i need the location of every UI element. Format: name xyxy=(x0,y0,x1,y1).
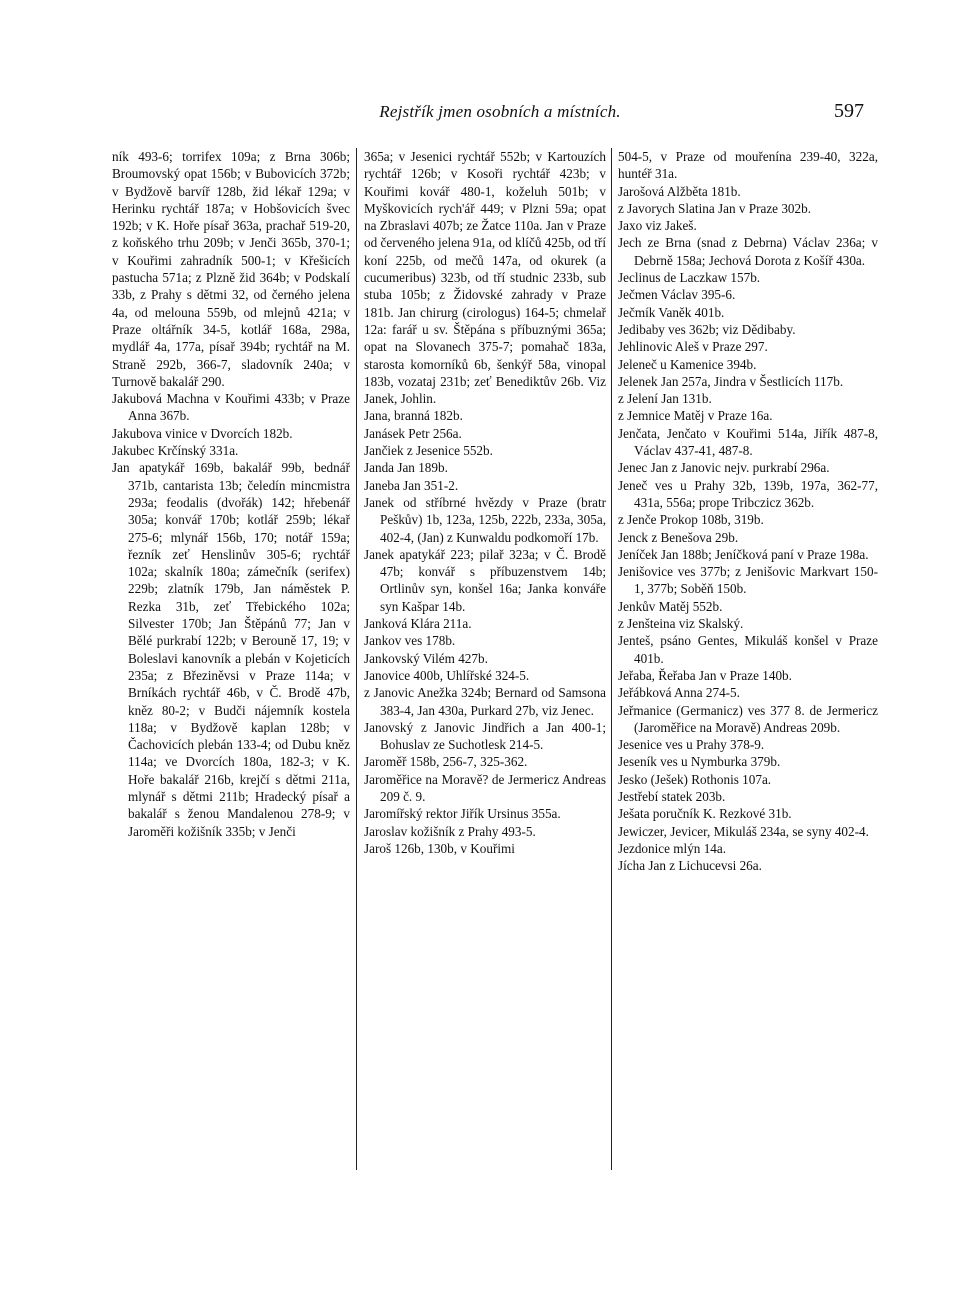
index-entry: ník 493-6; torrifex 109a; z Brna 306b; Broumovský opat 156b; v Bubovicích 372b; v Bydžově barvíř 128b, žid lékař 129a; v Herinku rychtář 187a; v Hobšovicích švec 192b; v K. Hoře písař 363a, prachař 519-20, z koňského trhu 209b; v Jenči 365b, 370-1; v Kouřimi zahradník 500-1; v Křešicích pastucha 571a; z Plzně žid 364b; v Podskalí 33b, z Prahy s dětmi 32, od černého jelena 4a, od melouna 559b, od mlejnů 421a; v Praze oltářník 34-5, kotlář 168a, 298a, mydlář 4a, 177a, písař 394b; rychtář na M. Straně 292b, 366-7, sladovník 240a; v Turnově bakalář 290. xyxy=(112,149,350,389)
index-entry: Janeba Jan 351-2. xyxy=(364,477,459,493)
index-entry: z Janovic Anežka 324b; Bernard od Samsona 383-4, Jan 430a, Purkard 27b, viz Jenec. xyxy=(364,685,606,718)
index-entry: z Jemnice Matěj v Praze 16a. xyxy=(618,408,773,424)
index-entry: Jewiczer, Jevicer, Mikuláš 234a, se syny 402-4. xyxy=(618,823,869,839)
index-entry: Jícha Jan z Lichucevsi 26a. xyxy=(618,858,762,874)
column-divider xyxy=(611,148,612,1170)
index-entry: Jana, branná 182b. xyxy=(364,408,463,424)
index-entry: Jaroměřice na Moravě? de Jermericz Andreas 209 č. 9. xyxy=(364,771,606,804)
index-entry: Jeseník ves u Nymburka 379b. xyxy=(618,754,781,770)
index-entry: Jehlinovic Aleš v Praze 297. xyxy=(618,339,768,355)
index-entry: Janda Jan 189b. xyxy=(364,460,448,476)
index-entry: Jančiek z Jesenice 552b. xyxy=(364,443,493,459)
index-entry: Jenteš, psáno Gentes, Mikuláš konšel v Praze 401b. xyxy=(618,633,878,666)
index-entry: Jeníček Jan 188b; Jeníčková paní v Praze 198a. xyxy=(618,546,869,562)
index-entry: Jankovský Vilém 427b. xyxy=(364,650,488,666)
index-entry: Jarošová Alžběta 181b. xyxy=(618,183,741,199)
index-entry: Janková Klára 211a. xyxy=(364,616,472,632)
index-entry: Jaroš 126b, 130b, v Kouřimi xyxy=(364,840,515,856)
index-entry: Jenišovice ves 377b; z Jenišovic Markvart 150-1, 377b; Soběň 150b. xyxy=(618,564,878,597)
index-entry: Jakubec Krčínský 331a. xyxy=(112,443,239,459)
index-entry: Jedibaby ves 362b; viz Dědibaby. xyxy=(618,321,796,337)
index-entry: Jeřmanice (Germanicz) ves 377 8. de Jermericz (Jaroměřice na Moravě) Andreas 209b. xyxy=(618,702,878,735)
index-entry: Jenkův Matěj 552b. xyxy=(618,598,723,614)
running-title: Rejstřík jmen osobních a místních. xyxy=(379,102,621,121)
index-entry: z Javorych Slatina Jan v Praze 302b. xyxy=(618,200,811,216)
index-column-2 xyxy=(364,148,606,1168)
index-entry: Jeřaba, Řeřaba Jan v Praze 140b. xyxy=(618,667,792,683)
index-entry: Jankov ves 178b. xyxy=(364,633,456,649)
index-entry: Jenec Jan z Janovic nejv. purkrabí 296a. xyxy=(618,460,830,476)
index-entry: Jakubová Machna v Kouřimi 433b; v Praze Anna 367b. xyxy=(112,391,350,424)
index-entry: Jeclinus de Laczkaw 157b. xyxy=(618,270,761,286)
column-divider xyxy=(356,148,357,1170)
index-entry: Jeleneč u Kamenice 394b. xyxy=(618,356,757,372)
index-entry: Jesenice ves u Prahy 378-9. xyxy=(618,737,765,753)
page-header xyxy=(110,100,890,130)
index-entry: Janek od stříbrné hvězdy v Praze (bratr Peškův) 1b, 123a, 125b, 222b, 233a, 305a, 402-4, (Jan) z Kunwaldu podkomoří 17b. xyxy=(364,494,606,545)
index-entry: Janásek Petr 256a. xyxy=(364,425,462,441)
index-column-1 xyxy=(112,148,350,1168)
index-entry: Jan apatykář 169b, bakalář 99b, bednář 371b, cantarista 13b; čeledín mincmistra 293a; feodalis (dvořák) 142; hřebenář 305a; konvář 170b; kotlář 259b; lékař 275-6; mlynář 156b, 170; notář 159a; řezník zeť Henslinův 305-6; rychtář 102a; skalník 180a; zámečník (serifex) 229b; zlatník 179b, Jan náměstek P. Rezka 31b, zeť Třebického 102a; Silvester 170b; Jan Štěpánů 77; Jan v Bělé purkrabí 122b; v Berouně 17, 19; v Boleslavi kanovník a plebán v Kojeticích 235a; z Březiněvsi v Praze 114a; v Brníkách rychtář 46b, v Č. Brodě 47b, kněz 80-2; v Budči nájemník kostela 118a; v Bydžově kaplan 128b; v Čachovicích plebán 133-4; od Dubu kněz 114a; ve Dvorcích 180a, 182-3; v K. Hoře bakalář 216b, krejčí s dětmi 211a, mlynář s dětmi 211b; Hradecký písař a bakalář s ženou Mandalenou 278-9; v Jaroměři kožišník 335b; v Jenči xyxy=(112,460,350,839)
index-entry: Jenčata, Jenčato v Kouřimi 514a, Jiřík 487-8, Václav 437-41, 487-8. xyxy=(618,425,878,459)
index-entry: z Jenče Prokop 108b, 319b. xyxy=(618,512,764,528)
index-entry: Janovice 400b, Uhlířské 324-5. xyxy=(364,667,530,683)
index-entry: Ječmík Vaněk 401b. xyxy=(618,304,725,320)
index-entry: Jestřebí statek 203b. xyxy=(618,788,726,804)
index-entry: Jelenek Jan 257a, Jindra v Šestlicích 117b. xyxy=(618,373,844,389)
index-entry: Jeřábková Anna 274-5. xyxy=(618,685,740,701)
index-entry: Jaromířský rektor Jiřík Ursinus 355a. xyxy=(364,806,561,822)
index-entry: Janovský z Janovic Jindřich a Jan 400-1; Bohuslav ze Suchotlesk 214-5. xyxy=(364,719,606,753)
index-entry: Ječmen Václav 395-6. xyxy=(618,287,736,303)
page-number: 597 xyxy=(834,100,864,122)
index-entry: Ješata poručník K. Rezkové 31b. xyxy=(618,806,792,822)
index-columns xyxy=(112,148,878,1168)
index-entry: Jaroslav kožišník z Prahy 493-5. xyxy=(364,823,536,839)
index-entry: Jakubova vinice v Dvorcích 182b. xyxy=(112,425,293,441)
index-entry: Jeneč ves u Prahy 32b, 139b, 197a, 362-77, 431a, 556a; prope Tribczicz 362b. xyxy=(618,477,878,510)
index-entry: Jech ze Brna (snad z Debrna) Václav 236a; v Debrně 158a; Jechová Dorota z Košíř 430a. xyxy=(618,235,878,268)
index-entry: 504-5, v Praze od mouřenína 239-40, 322a, huntéř 31a. xyxy=(618,149,878,182)
index-entry: Janek apatykář 223; pilař 323a; v Č. Brodě 47b; konvář s příbuzenstvem 14b; Ortlinův syn, konšel 16a; Janka konváře syn Kašpar 14b. xyxy=(364,546,606,614)
index-entry: Jaroměř 158b, 256-7, 325-362. xyxy=(364,754,528,770)
index-entry: z Jelení Jan 131b. xyxy=(618,391,712,407)
index-column-3 xyxy=(618,148,878,1168)
index-entry: 365a; v Jesenici rychtář 552b; v Kartouzích rychtář 126b; v Kosoři rychtář 423b; v Kouřimi kovář 480-1, koželuh 501b; v Myškovicích rych'ář 449; v Plzni 59a; opat na Zbraslavi 407b; ze Žatce 110a. Jan v Praze od červeného jelena 91a, od klíčů 425b, od tří koní 225b, od mečů 147a, od okurek (a cucumeribus) 323b, od tří studnic 233b, sub stuba 105b; z Židovské zahrady v Praze 181b. Jan chirurg (cirologus) 164-5; chmelař 12a: farář u sv. Štěpána s příbuznými 365a; opat na Slovanech 375-7; pomahač 183a, starosta komorníků 6b, šenkýř 58a, vinopal 183b, vozataj 231b; zeť Benediktův 26b. Viz Janek, Johlin. xyxy=(364,149,606,407)
index-entry: z Jenšteina viz Skalský. xyxy=(618,616,744,632)
index-entry: Jesko (Ješek) Rothonis 107a. xyxy=(618,771,772,787)
index-entry: Jezdonice mlýn 14a. xyxy=(618,840,727,856)
index-entry: Jaxo viz Jakeš. xyxy=(618,218,697,234)
index-entry: Jenck z Benešova 29b. xyxy=(618,529,739,545)
